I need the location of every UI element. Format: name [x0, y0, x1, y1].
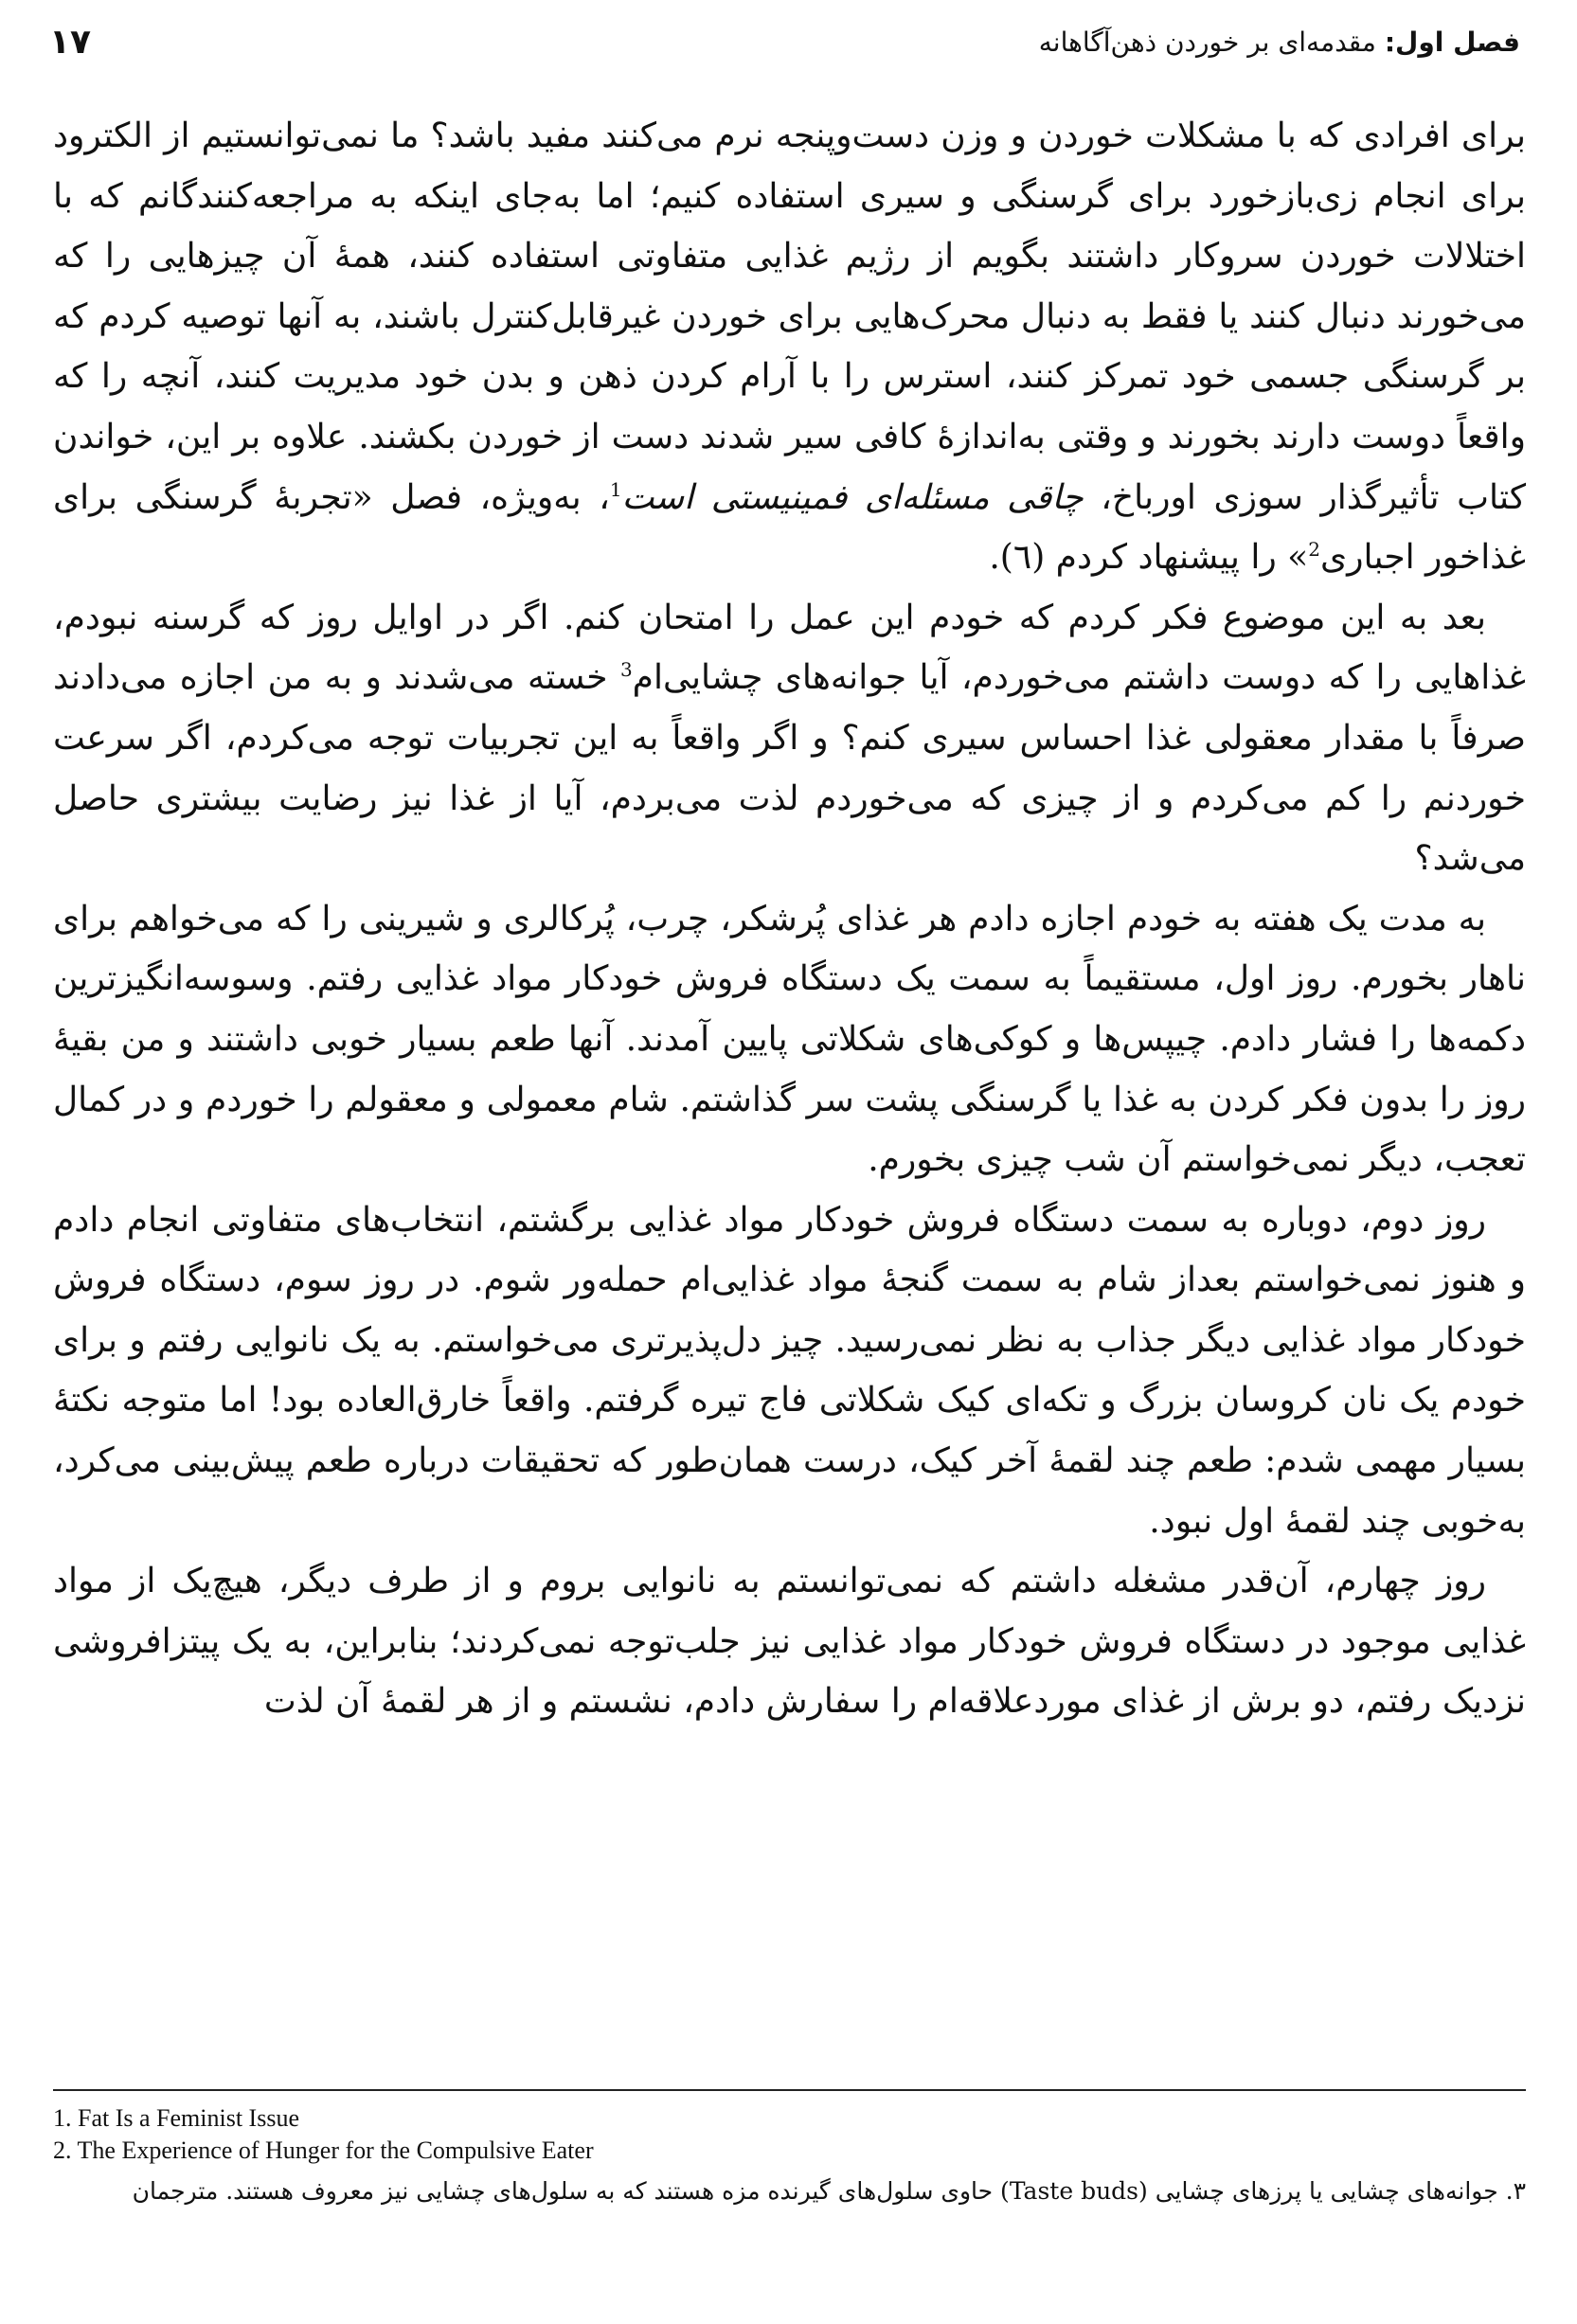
paragraph-2-text-b: خسته می‌شدند و به من اجازه می‌دادند صرفاً با مقدار معقولی غذا احساس سیری کنم؟ و اگر واقعاً به این تجربیات توجه می‌کردم، اگر سرعت خوردنم را کم می‌کردم و از چیزی که می‌خوردم لذت می‌بردم، آیا از غذا نیز رضایت بیشتری حاصل می‌شد؟	[53, 658, 1526, 879]
paragraph-3: به مدت یک هفته به خودم اجازه دادم هر غذای پُرشکر، چرب، پُرکالری و شیرینی را که می‌خواهم برای ناهار بخورم. روز اول، مستقیماً به سمت یک دستگاه فروش خودکار مواد غذایی رفتم. وسوسه‌انگیزترین دکمه‌ها را فشار دادم. چیپس‌ها و کوکی‌های شکلاتی پایین آمدند. آنها طعم بسیار خوبی داشتند و من بقیهٔ روز را بدون فکر کردن به غذا یا گرسنگی پشت سر گذاشتم. شام معمولی و معقولم را خوردم و در کمال تعجب، دیگر نمی‌خواستم آن شب چیزی بخورم.	[53, 899, 1527, 1180]
paragraph-4: روز دوم، دوباره به سمت دستگاه فروش خودکار مواد غذایی برگشتم، انتخاب‌های متفاوتی انجام دادم و هنوز نمی‌خواستم بعداز شام به سمت گنجهٔ مواد غذایی‌ام حمله‌ور شوم. در روز سوم، دستگاه فروش خودکار مواد غذایی دیگر جذاب به نظر نمی‌رسید. چیز دل‌پذیرتری می‌خواستم. به یک نانوایی رفتم و برای خودم یک نان کروسان بزرگ و تکه‌ای کیک شکلاتی فاج تیره گرفتم. واقعاً خارق‌العاده بود! اما متوجه نکتهٔ بسیار مهمی شدم: طعم چند لقمهٔ آخر کیک، درست همان‌طور که تحقیقات درباره طعم پیش‌بینی می‌کرد، به‌خوبی چند لقمهٔ اول نبود.	[53, 1200, 1526, 1541]
paragraph-5: روز چهارم، آن‌قدر مشغله داشتم که نمی‌توانستم به نانوایی بروم و از طرف دیگر، هیچ‌یک از مواد غذایی موجود در دستگاه فروش خودکار مواد غذایی نیز جلب‌توجه نمی‌کردند؛ بنابراین، به یک پیتزافروشی نزدیک رفتم، دو برش از غذای موردعلاقه‌ام را سفارش دادم، نشستم و از هر لقمهٔ آن لذت	[53, 1562, 1526, 1722]
book-title-italic: چاقی مسئله‌ای فمینیستی است	[621, 477, 1084, 517]
paragraph-2	[53, 588, 1526, 889]
footnotes	[53, 2102, 1526, 2212]
paragraph-1-text-b: ، به‌ویژه، فصل «تجربهٔ گرسنگی برای غذاخور اجباری	[53, 477, 1526, 578]
footnote-3: ٣. جوانه‌های چشایی یا پرزهای چشایی (Taste buds) حاوی سلول‌های گیرنده مزه هستند که به سلول‌های چشایی نیز معروف هستند. مترجمان	[132, 2177, 1526, 2205]
chapter-title: مقدمه‌ای بر خوردن ذهن‌آگاهانه	[1038, 27, 1376, 58]
chapter-heading	[1039, 27, 1520, 58]
page-number: ۱۷	[49, 23, 91, 62]
footnote-ref-2: 2	[1308, 538, 1320, 562]
footnote-ref-3: 3	[619, 658, 633, 682]
running-header	[49, 17, 1520, 74]
footnote-ref-1: 1	[609, 477, 622, 501]
paragraph-1-text-c: » را پیشنهاد کردم (٦).	[989, 538, 1309, 578]
chapter-label: فصل اول:	[1384, 27, 1520, 58]
paragraph-2-text-a: بعد به این موضوع فکر کردم که خودم این عمل را امتحان کنم. اگر در اوایل روز که گرسنه نبودم، غذاهایی را که دوست داشتم می‌خوردم، آیا جوانه‌های چشایی‌ام	[53, 598, 1526, 698]
footnote-divider	[53, 2089, 1526, 2091]
body-text	[53, 106, 1526, 1732]
footnote-2: 2. The Experience of Hunger for the Compulsive Eater	[53, 2136, 594, 2164]
paragraph-1	[53, 106, 1526, 588]
footnote-1: 1. Fat Is a Feminist Issue	[53, 2104, 299, 2132]
paragraph-1-text-a: برای افرادی که با مشکلات خوردن و وزن دست‌وپنجه نرم می‌کنند مفید باشد؟ ما نمی‌توانستیم از الکترود برای انجام زی‌بازخورد برای گرسنگی و سیری استفاده کنیم؛ اما به‌جای اینکه به مراجعه‌کنندگانم که با اختلالات خوردن سروکار داشتند بگویم از رژیم غذایی متفاوتی استفاده کنند، همهٔ آن چیزهایی را که می‌خورند دنبال کنند یا فقط به دنبال محرک‌هایی برای خوردن غیرقابل‌کنترل باشند، به آنها توصیه کردم که بر گرسنگی جسمی خود تمرکز کنند، استرس را با آرام کردن ذهن و بدن خود مدیریت کنند، آنچه را که واقعاً دوست دارند بخورند و وقتی به‌اندازهٔ کافی سیر شدند دست از خوردن بکشند. علاوه بر این، خواندن کتاب تأثیرگذار سوزی اورباخ،	[53, 116, 1527, 517]
